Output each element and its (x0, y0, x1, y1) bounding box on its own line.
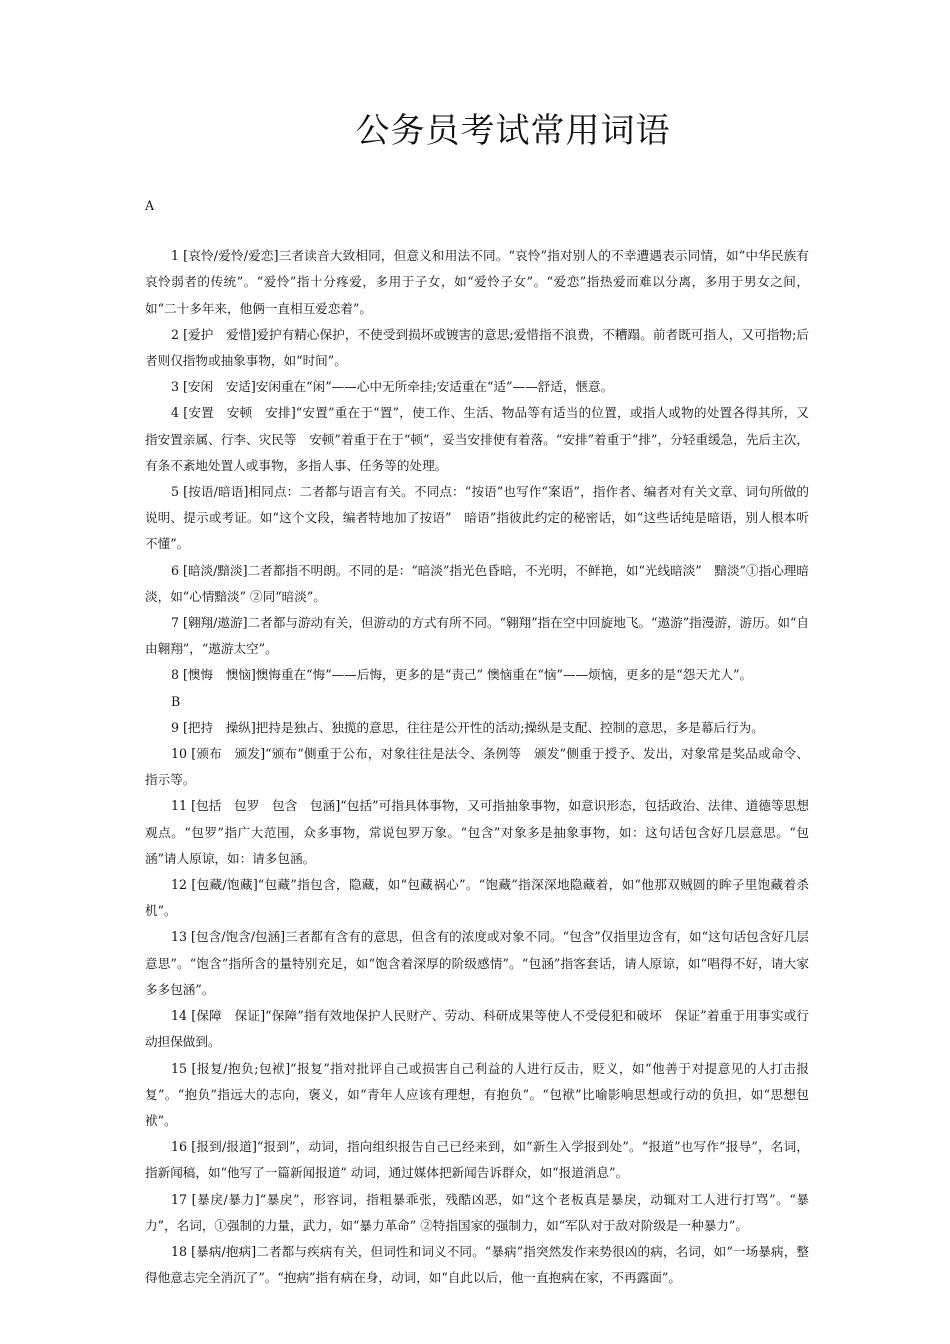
document-body (145, 193, 809, 1291)
entry-16: 16 [报到/报道]“报到”，动词，指向组织报告自己已经来到，如“新生入学报到处”。“报道”也写作“报导”，名词，指新闻稿，如“他写了一篇新闻报道” 动词，通过媒体把新闻告诉群众，如“报道消息”。 (145, 1139, 809, 1181)
entry-1: 1 [哀怜/爱怜/爱恋]三者读音大致相同，但意义和用法不同。“哀怜”指对别人的不幸遭遇表示同情，如“中华民族有哀怜弱者的传统”。“爱怜”指十分疼爱，多用于子女，如“爱怜子女”。“爱恋”指热爱而难以分离，多用于男女之间，如“二十多年来，他俩一直相互爱恋着”。 (145, 248, 809, 316)
entry-17: 17 [暴戾/暴力]“暴戾”，形容词，指粗暴乖张，残酷凶恶，如“这个老板真是暴戾，动辄对工人进行打骂”。“暴力”，名词，①强制的力量，武力，如“暴力革命” ②特指国家的强制力，如“军队对于敌对阶级是一种暴力”。 (145, 1191, 809, 1233)
entry-14: 14 [保障 保证]“保障”指有效地保护人民财产、劳动、科研成果等使人不受侵犯和破坏 保证”着重于用事实或行动担保做到。 (145, 1008, 809, 1050)
entry-4: 4 [安置 安顿 安排]“安置”重在于“置”，使工作、生活、物品等有适当的位置，或指人或物的处置各得其所，又指安置亲属、行李、灾民等 安顿”着重于在于“顿”，妥当安排使有着落。“安排”着重于“排”，分轻重缓急，先后主次，有条不紊地处置人或事物，多指人事、任务等的处理。 (145, 405, 809, 473)
section-letter-b: B (171, 693, 181, 709)
entry-3: 3 [安闲 安适]安闲重在“闲”——心中无所牵挂;安适重在“适”——舒适，惬意。 (171, 379, 614, 395)
entry-7: 7 [翱翔/遨游]二者都与游动有关，但游动的方式有所不同。“翱翔”指在空中回旋地飞。“遨游”指漫游，游历。如“自由翱翔”，“遨游太空”。 (145, 615, 809, 657)
page-title: 公务员考试常用词语 (355, 111, 671, 151)
entry-9: 9 [把持 操纵]把持是独占、独揽的意思，往往是公开性的活动;操纵是支配、控制的意思，多是幕后行为。 (171, 719, 764, 735)
entry-6: 6 [暗淡/黯淡]二者都指不明朗。不同的是：“暗淡”指光色昏暗，不光明，不鲜艳，如“光线暗淡” 黯淡”①指心理暗淡，如“心情黯淡” ②同“暗淡”。 (145, 562, 809, 604)
entry-13: 13 [包含/饱含/包涵]三者都有含有的意思，但含有的浓度或对象不同。“包含”仅指里边含有，如“这句话包含好几层意思”。“饱含”指所含的量特别充足，如“饱含着深厚的阶级感情”。“包涵”指客套话，请人原谅，如“唱得不好，请大家多多包涵”。 (145, 929, 809, 997)
entry-15: 15 [报复/抱负;包袱]“报复”指对批评自己或损害自己利益的人进行反击，贬义，如“他善于对提意见的人打击报复”。“抱负”指远大的志向，褒义，如“青年人应该有理想，有抱负”。“包袱”比喻影响思想或行动的负担，如“思想包袱”。 (145, 1060, 809, 1128)
entry-8: 8 [懊悔 懊恼]懊悔重在“悔”——后悔，更多的是“责己” 懊恼重在“恼”——烦恼，更多的是“怨天尤人”。 (171, 667, 753, 683)
entry-2: 2 [爱护 爱惜]爱护有精心保护，不使受到损坏或镀害的意思;爱惜指不浪费，不糟蹋。前者既可指人，又可指物;后者则仅指物或抽象事物，如“时间”。 (145, 326, 809, 369)
entry-5: 5 [按语/暗语]相同点：二者都与语言有关。不同点：“按语”也写作“案语”，指作者、编者对有关文章、词句所做的说明、提示或考证。如“这个文段，编者特地加了按语” 暗语”指彼此约定的秘密话，如“这些话纯是暗语，别人根本听不懂”。 (145, 484, 809, 552)
entry-10: 10 [颁布 颁发]“颁布”侧重于公布，对象往往是法令、条例等 颁发”侧重于授予、发出，对象常是奖品或命令、指示等。 (145, 746, 809, 788)
entry-11: 11 [包括 包罗 包含 包涵]“包括”可指具体事物，又可指抽象事物，如意识形态，包括政治、法律、道德等思想观点。“包罗”指广大范围，众多事物，常说包罗万象。“包含”对象多是抽象事物，如：这句话包含好几层意思。“包涵”请人原谅，如：请多包涵。 (145, 798, 809, 866)
entry-12: 12 [包藏/饱藏]“包藏”指包含，隐藏，如“包藏祸心”。“饱藏”指深深地隐藏着，如“他那双贼圆的眸子里饱藏着杀机”。 (145, 877, 809, 919)
section-letter-a: A (145, 198, 155, 213)
entry-18: 18 [暴病/抱病]二者都与疾病有关，但词性和词义不同。“暴病”指突然发作来势很凶的病，名词，如“一场暴病，整得他意志完全消沉了”。“抱病”指有病在身，动词，如“自此以后，他一直抱病在家，不再露面”。 (145, 1243, 809, 1286)
